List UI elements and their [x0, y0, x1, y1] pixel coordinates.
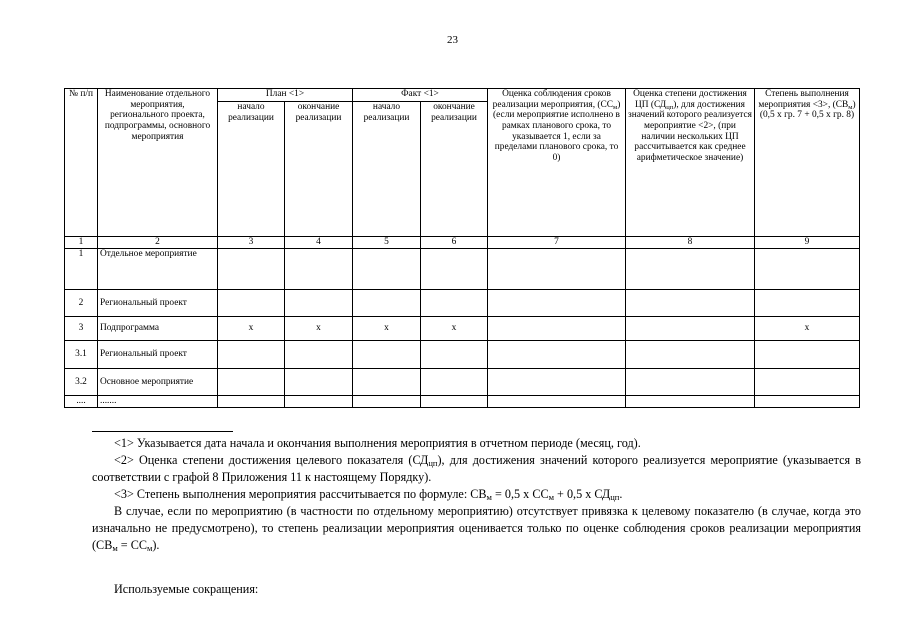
header-target-assessment: Оценка степени достижения ЦП $(СД_{цп})$, для достижения значений которого реализуется мероприятие <2>, (при наличии нескольких ЦП рассчитывается как среднее арифметическое значение) [626, 89, 755, 237]
cell [488, 249, 626, 290]
cell [488, 369, 626, 396]
row-number: 1 [65, 249, 98, 290]
cell [626, 369, 755, 396]
cell [353, 249, 421, 290]
cell [755, 249, 860, 290]
header-plan-start: начало реализации [218, 102, 285, 237]
column-number-row [65, 237, 860, 249]
cell: x [353, 317, 421, 341]
column-number: 8 [626, 237, 755, 249]
cell [421, 396, 488, 408]
table-row [65, 369, 860, 396]
header-fact: Факт <1> [353, 89, 488, 102]
cell [626, 317, 755, 341]
cell [626, 396, 755, 408]
page-number: 23 [447, 34, 458, 46]
header-fact-start: начало реализации [353, 102, 421, 237]
footnote-2: <2> Оценка степени достижения целевого показателя $(СД_{цп})$, для достижения значений которого реализуется мероприятие (указывается в соответствии с графой 8 Приложения 11 к настоящему Порядку). [92, 453, 861, 484]
cell [218, 341, 285, 369]
row-name: Отдельное мероприятие [98, 249, 218, 290]
cell [755, 341, 860, 369]
row-name: ....... [98, 396, 218, 408]
cell [285, 290, 353, 317]
row-name: Региональный проект [98, 341, 218, 369]
cell [421, 341, 488, 369]
cell [353, 341, 421, 369]
cell: x [218, 317, 285, 341]
table-row [65, 290, 860, 317]
evaluation-table [64, 88, 860, 408]
column-number: 3 [218, 237, 285, 249]
cell [626, 249, 755, 290]
cell [353, 369, 421, 396]
cell [285, 396, 353, 408]
row-name: Региональный проект [98, 290, 218, 317]
cell [421, 290, 488, 317]
column-number: 4 [285, 237, 353, 249]
row-name: Основное мероприятие [98, 369, 218, 396]
footnotes [92, 431, 861, 554]
footnote-separator [92, 431, 233, 432]
row-number: 3 [65, 317, 98, 341]
cell [626, 290, 755, 317]
cell [218, 396, 285, 408]
cell [488, 317, 626, 341]
cell: x [421, 317, 488, 341]
column-number: 1 [65, 237, 98, 249]
column-number: 9 [755, 237, 860, 249]
header-completion-degree: Степень выполнения мероприятия <3>, $(СВ_м)$ (0,5 x гр. 7 + 0,5 x гр. 8) [755, 89, 860, 237]
cell [353, 290, 421, 317]
cell: x [755, 317, 860, 341]
cell [755, 369, 860, 396]
cell [488, 341, 626, 369]
column-number: 6 [421, 237, 488, 249]
cell [218, 290, 285, 317]
cell [488, 396, 626, 408]
cell [421, 369, 488, 396]
cell [353, 396, 421, 408]
row-name: Подпрограмма [98, 317, 218, 341]
table-row [65, 396, 860, 408]
cell [218, 369, 285, 396]
row-number: .... [65, 396, 98, 408]
column-number: 5 [353, 237, 421, 249]
cell [421, 249, 488, 290]
cell [285, 369, 353, 396]
header-number: № п/п [65, 89, 98, 237]
header-name: Наименование отдельного мероприятия, регионального проекта, подпрограммы, основного мероприятия [98, 89, 218, 237]
header-plan-end: окончание реализации [285, 102, 353, 237]
cell [488, 290, 626, 317]
table-row [65, 341, 860, 369]
row-number: 3.1 [65, 341, 98, 369]
footnote-3: <3> Степень выполнения мероприятия рассчитывается по формуле: $СВ_м = 0,5$ х $СС_м + 0,5$ х $СД_{цп}$. [114, 487, 623, 502]
column-number: 2 [98, 237, 218, 249]
header-deadline-assessment: Оценка соблюдения сроков реализации мероприятия, $(СС_м)$ (если мероприятие исполнено в рамках планового срока, то указывается 1, если за пределами планового срока, то 0) [488, 89, 626, 237]
cell [285, 249, 353, 290]
row-number: 3.2 [65, 369, 98, 396]
cell [218, 249, 285, 290]
cell: x [285, 317, 353, 341]
header-plan: План <1> [218, 89, 353, 102]
abbreviations-heading: Используемые сокращения: [114, 582, 259, 596]
column-number: 7 [488, 237, 626, 249]
cell [755, 396, 860, 408]
row-number: 2 [65, 290, 98, 317]
table-row [65, 317, 860, 341]
header-fact-end: окончание реализации [421, 102, 488, 237]
cell [285, 341, 353, 369]
table-row [65, 249, 860, 290]
cell [626, 341, 755, 369]
no-target-paragraph: В случае, если по мероприятию (в частности по отдельному мероприятию) отсутствует привязка к целевому показателю (в случае, когда это изначально не предусмотрено), то степень реализации мероприятия оценивается только по оценке соблюдения сроков реализации мероприятия $(СВ_м = СС_м)$. [92, 504, 861, 553]
footnote-1: <1> Указывается дата начала и окончания выполнения мероприятия в отчетном периоде (месяц, год). [114, 436, 641, 450]
cell [755, 290, 860, 317]
header-row [65, 89, 860, 102]
